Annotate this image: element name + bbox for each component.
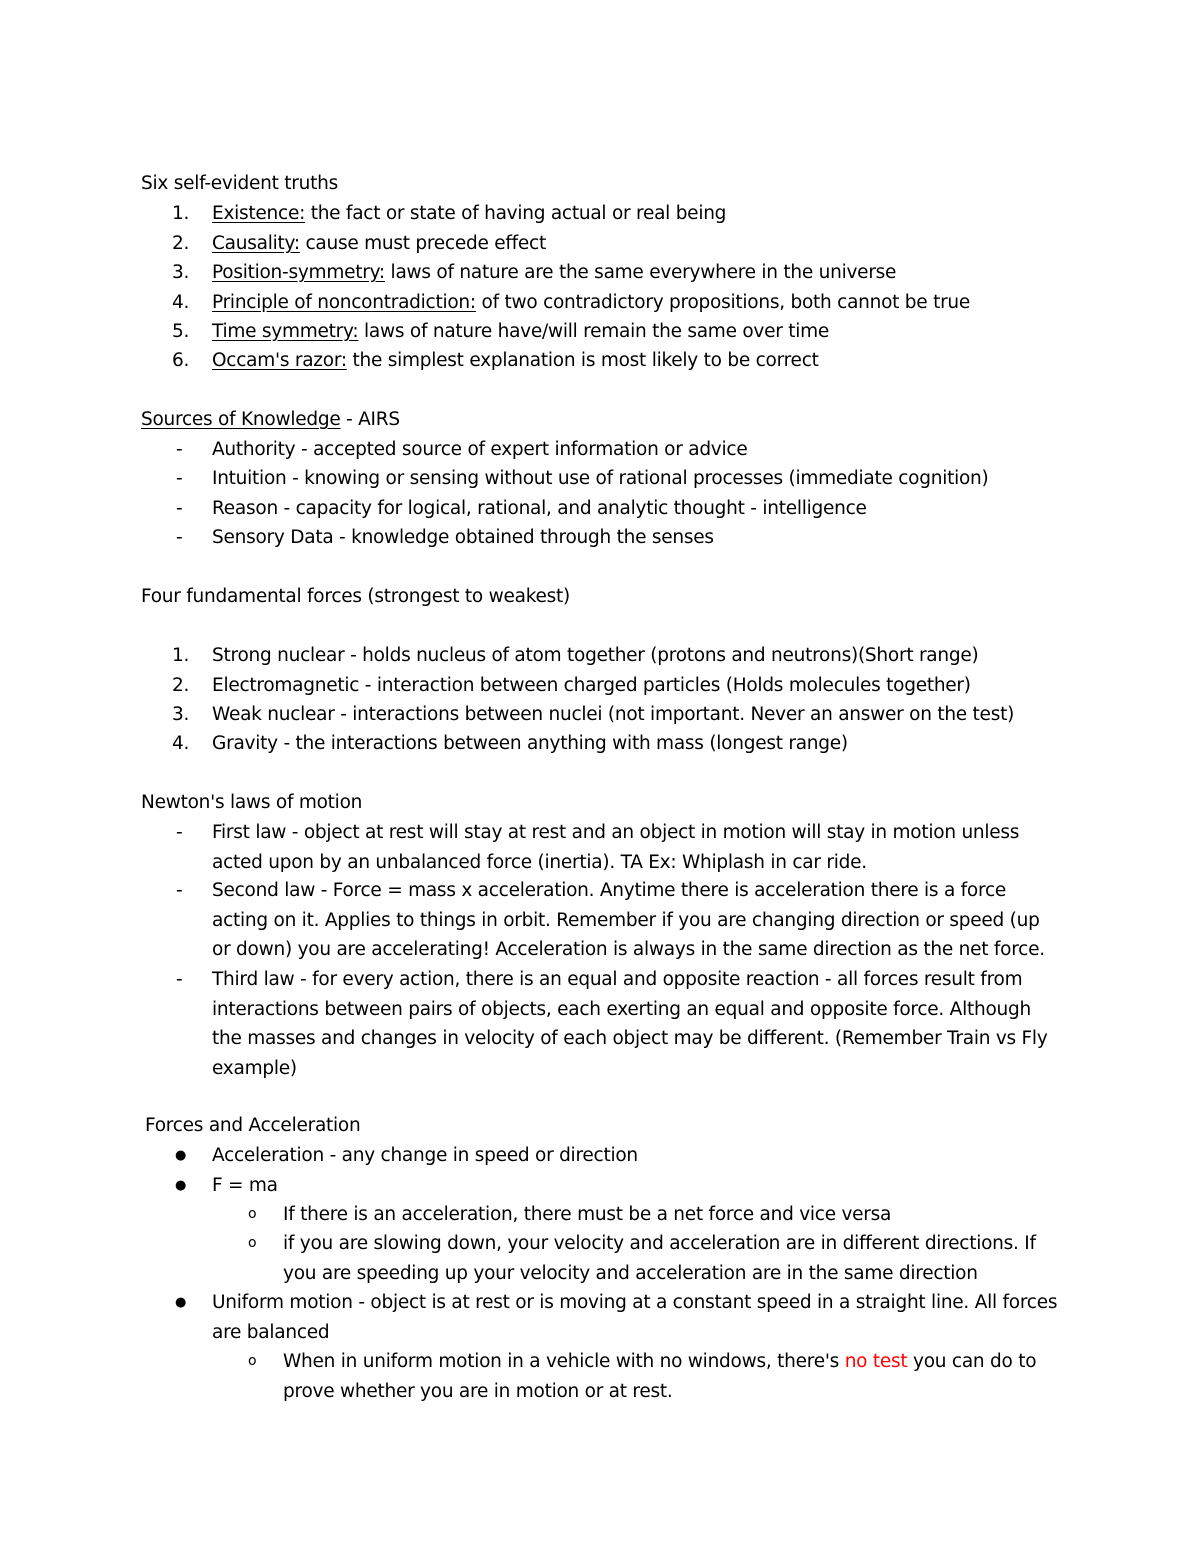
list-item-text: if you are slowing down, your velocity and acceleration are in different directions. If you are speeding up your velocity and acceleration are in the same direction <box>283 1233 1036 1284</box>
definition: laws of nature have/will remain the same over time <box>358 321 830 342</box>
list-number: 4. <box>172 292 190 313</box>
circle-marker: o <box>248 1206 257 1222</box>
bullet-marker: ● <box>175 1295 187 1310</box>
definition: cause must precede effect <box>299 233 546 254</box>
dash-marker: - <box>176 969 183 990</box>
list-number: 2. <box>172 675 190 696</box>
list-item-text: Acceleration - any change in speed or direction <box>212 1145 638 1166</box>
dash-marker: - <box>176 822 183 843</box>
list-item-text-end: you can do to prove whether you are in motion or at rest. <box>283 1351 1037 1402</box>
dash-marker: - <box>176 439 183 460</box>
newton-heading: Newton's laws of motion <box>141 792 363 813</box>
list-item-text: Authority - accepted source of expert information or advice <box>212 439 748 460</box>
highlight-text: no test <box>844 1351 908 1372</box>
definition: the simplest explanation is most likely to be correct <box>346 350 819 371</box>
accel-heading: Forces and Acceleration <box>145 1115 361 1136</box>
list-item-text: Uniform motion - object is at rest or is moving at a constant speed in a straight line. All forces are balanced <box>212 1292 1058 1343</box>
list-number: 1. <box>172 203 190 224</box>
list-item-text: First law - object at rest will stay at rest and an object in motion will stay in motion unless acted upon by an unbalanced force (inertia). TA Ex: Whiplash in car ride. <box>212 822 1020 873</box>
list-number: 2. <box>172 233 190 254</box>
list-item-text: Gravity - the interactions between anything with mass (longest range) <box>212 733 848 754</box>
term: Time symmetry: <box>212 321 359 342</box>
list-item-text: Reason - capacity for logical, rational, and analytic thought - intelligence <box>212 498 867 519</box>
term: Causality: <box>212 233 300 254</box>
dash-marker: - <box>176 498 183 519</box>
list-item-text: F = ma <box>212 1175 278 1196</box>
list-number: 4. <box>172 733 190 754</box>
list-number: 3. <box>172 262 190 283</box>
list-number: 6. <box>172 350 190 371</box>
term: Existence: <box>212 203 306 224</box>
list-item-text: Electromagnetic - interaction between charged particles (Holds molecules together) <box>212 675 971 696</box>
list-number: 3. <box>172 704 190 725</box>
bullet-marker: ● <box>175 1148 187 1163</box>
list-item-text: Strong nuclear - holds nucleus of atom together (protons and neutrons)(Short range) <box>212 645 979 666</box>
knowledge-heading-suffix: - AIRS <box>340 409 400 430</box>
list-number: 1. <box>172 645 190 666</box>
knowledge-heading <box>141 407 400 433</box>
list-item-text: Sensory Data - knowledge obtained through the senses <box>212 527 714 548</box>
definition: of two contradictory propositions, both cannot be true <box>475 292 971 313</box>
list-item-text: Second law - Force = mass x acceleration. Anytime there is acceleration there is a force acting on it. Applies to things in orbit. Remember if you are changing direction or speed (up or down) you are accelerating! Acceleration is always in the same direction as the net force. <box>212 880 1045 961</box>
definition: the fact or state of having actual or real being <box>305 203 727 224</box>
dash-marker: - <box>176 468 183 489</box>
term: Position-symmetry: <box>212 262 385 283</box>
list-item-text: If there is an acceleration, there must be a net force and vice versa <box>283 1204 892 1225</box>
list-item-text: Third law - for every action, there is an equal and opposite reaction - all forces result from interactions between pairs of objects, each exerting an equal and opposite force. Although the masses and changes in velocity of each object may be different. (Remember Train vs Fly example) <box>212 969 1048 1079</box>
term: Occam's razor: <box>212 350 347 371</box>
circle-marker: o <box>248 1235 257 1251</box>
dash-marker: - <box>176 880 183 901</box>
definition: laws of nature are the same everywhere in the universe <box>384 262 897 283</box>
truths-heading: Six self-evident truths <box>141 173 338 194</box>
list-item-text: When in uniform motion in a vehicle with no windows, there's <box>283 1351 845 1372</box>
list-item-text: Intuition - knowing or sensing without use of rational processes (immediate cognition) <box>212 468 989 489</box>
bullet-marker: ● <box>175 1178 187 1193</box>
forces-heading: Four fundamental forces (strongest to weakest) <box>141 586 570 607</box>
term: Principle of noncontradiction: <box>212 292 476 313</box>
circle-marker: o <box>248 1353 257 1369</box>
dash-marker: - <box>176 527 183 548</box>
list-item-text: Weak nuclear - interactions between nuclei (not important. Never an answer on the test) <box>212 704 1015 725</box>
list-number: 5. <box>172 321 190 342</box>
knowledge-heading-title: Sources of Knowledge <box>141 409 341 430</box>
